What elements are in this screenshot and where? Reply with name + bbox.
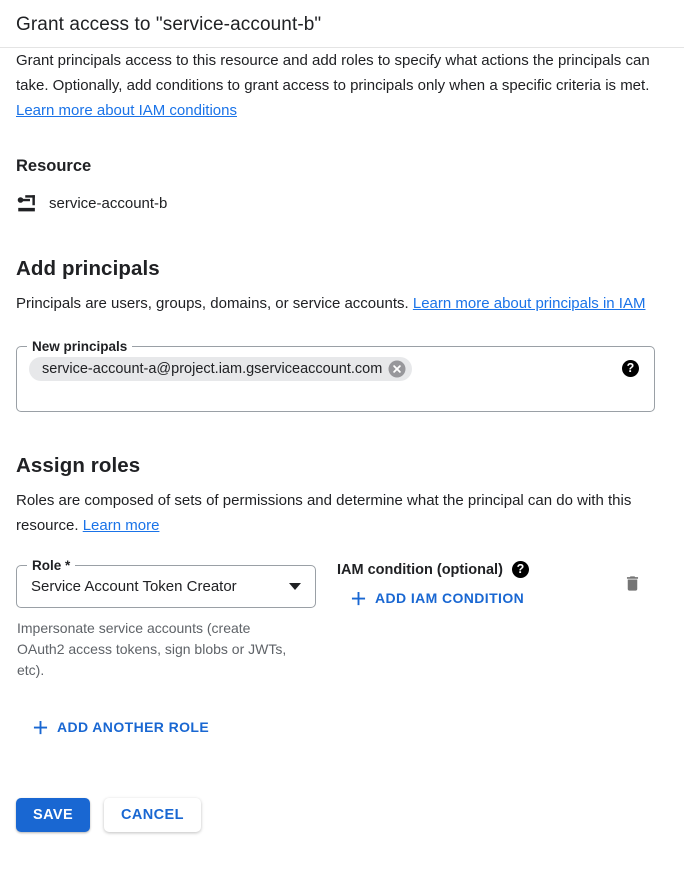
resource-row bbox=[16, 193, 668, 214]
help-glyph: ? bbox=[626, 361, 635, 376]
description-text: Grant principals access to this resource and add roles to specify what actions the principals can take. Optionally, add conditions to grant access to principals only when a specific criteria is met. bbox=[16, 52, 650, 94]
dialog-header bbox=[0, 0, 684, 47]
resource-heading: Resource bbox=[16, 157, 92, 175]
add-principals-description bbox=[16, 291, 661, 316]
chip-remove-button[interactable] bbox=[388, 360, 406, 378]
close-icon bbox=[388, 360, 406, 378]
resource-section bbox=[16, 157, 668, 214]
resource-name: service-account-b bbox=[49, 195, 168, 212]
iam-conditions-link[interactable]: Learn more about IAM conditions bbox=[16, 102, 237, 119]
assign-roles-heading: Assign roles bbox=[16, 454, 141, 477]
help-glyph: ? bbox=[516, 562, 525, 577]
role-label: Role * bbox=[27, 557, 75, 574]
add-principals-heading: Add principals bbox=[16, 257, 160, 280]
role-column bbox=[16, 558, 316, 681]
assign-roles-description bbox=[16, 488, 661, 538]
assign-roles-section bbox=[16, 454, 668, 740]
add-principals-section bbox=[16, 257, 668, 412]
service-account-icon bbox=[16, 193, 38, 214]
new-principals-field[interactable] bbox=[16, 339, 655, 412]
dialog-description bbox=[16, 48, 661, 123]
dialog-title: Grant access to "service-account-b" bbox=[16, 14, 322, 35]
dialog-actions bbox=[16, 798, 668, 832]
principal-chip-label: service-account-a@project.iam.gserviceaccount.com bbox=[42, 361, 383, 377]
principals-help-button[interactable] bbox=[622, 360, 639, 377]
delete-role-button[interactable] bbox=[623, 573, 642, 594]
role-select[interactable] bbox=[16, 558, 316, 608]
add-iam-condition-button[interactable] bbox=[345, 586, 530, 610]
principals-learn-more-link[interactable]: Learn more about principals in IAM bbox=[412, 295, 646, 312]
help-icon bbox=[622, 360, 639, 377]
add-another-role-button[interactable] bbox=[27, 715, 215, 739]
role-help-text: Impersonate service accounts (create OAuth2 access tokens, sign blobs or JWTs, etc). bbox=[17, 620, 287, 678]
iam-condition-column bbox=[337, 561, 530, 611]
iam-condition-label: IAM condition (optional) bbox=[337, 561, 503, 578]
plus-icon bbox=[33, 720, 48, 735]
principal-chip bbox=[29, 357, 412, 381]
condition-help-button[interactable] bbox=[512, 561, 529, 578]
principals-text: Principals are users, groups, domains, or service accounts. bbox=[16, 295, 409, 312]
trash-icon bbox=[623, 573, 642, 594]
dialog-content bbox=[0, 48, 684, 832]
role-selected-value: Service Account Token Creator bbox=[31, 578, 237, 595]
delete-role-column bbox=[623, 573, 642, 599]
help-icon bbox=[512, 561, 529, 578]
roles-learn-more-link[interactable]: Learn more bbox=[82, 517, 160, 534]
new-principals-label: New principals bbox=[27, 338, 132, 355]
cancel-button[interactable]: CANCEL bbox=[104, 798, 201, 832]
role-row bbox=[16, 558, 668, 681]
add-iam-condition-label: ADD IAM CONDITION bbox=[375, 590, 525, 606]
add-another-role-label: ADD ANOTHER ROLE bbox=[57, 719, 210, 735]
roles-text: Roles are composed of sets of permissions and determine what the principal can do with this resource. bbox=[16, 492, 632, 534]
save-button[interactable]: SAVE bbox=[16, 798, 90, 832]
plus-icon bbox=[351, 591, 366, 606]
dropdown-arrow-icon bbox=[289, 583, 301, 590]
iam-condition-label-row bbox=[337, 561, 530, 578]
